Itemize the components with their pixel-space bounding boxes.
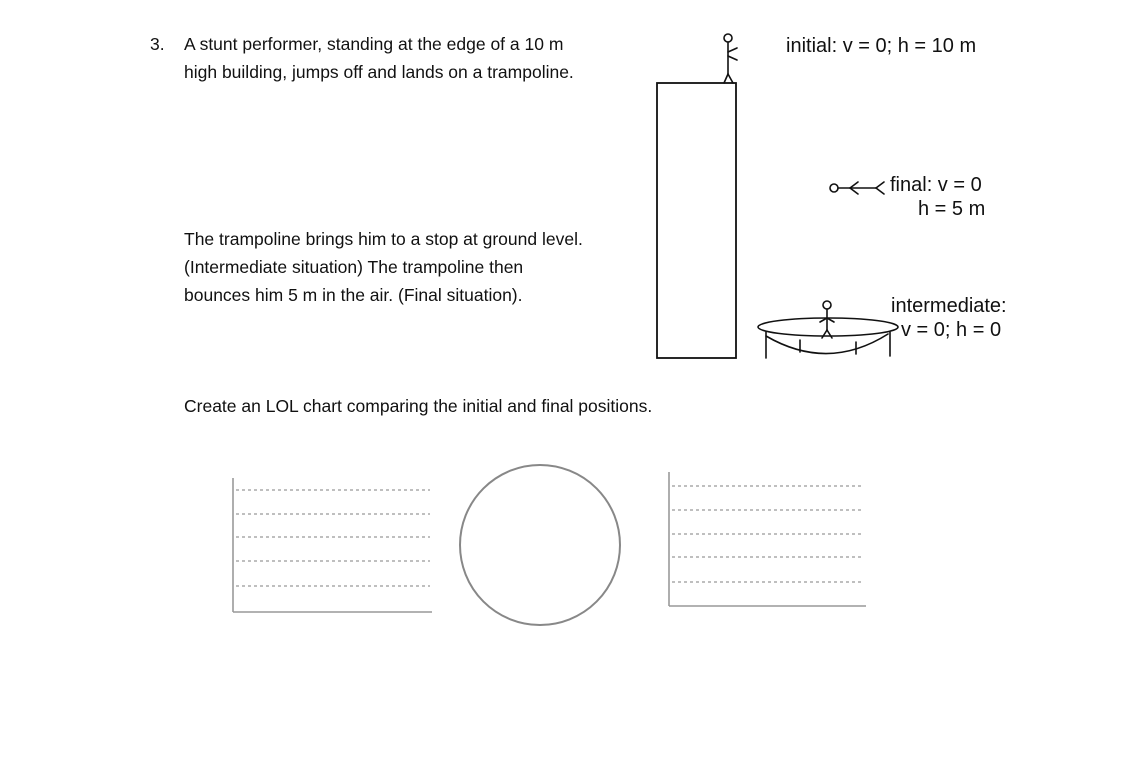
lol-system-circle <box>460 465 620 625</box>
final-label-line-1: final: v = 0 <box>890 174 982 196</box>
intermediate-stick-figure <box>820 301 834 338</box>
intro-line-1: A stunt performer, standing at the edge of a 10 m <box>184 34 564 54</box>
problem-number: 3. <box>150 34 165 54</box>
intermediate-label-line-1: intermediate: <box>891 295 1007 317</box>
initial-stick-figure <box>724 34 737 83</box>
initial-label: initial: v = 0; h = 10 m <box>786 35 977 57</box>
building <box>657 83 736 358</box>
middle-line-1: The trampoline brings him to a stop at ground level. <box>184 229 583 249</box>
middle-line-3: bounces him 5 m in the air. (Final situation). <box>184 285 523 305</box>
lol-right-bar-chart <box>669 472 866 606</box>
trampoline <box>758 318 898 358</box>
final-label-line-2: h = 5 m <box>918 198 986 220</box>
middle-line-2: (Intermediate situation) The trampoline then <box>184 257 524 277</box>
final-stick-figure <box>830 182 884 194</box>
intermediate-label-line-2: v = 0; h = 0 <box>901 319 1002 341</box>
intro-line-2: high building, jumps off and lands on a trampoline. <box>184 62 574 82</box>
lol-left-bar-chart <box>233 478 432 612</box>
task-text: Create an LOL chart comparing the initial and final positions. <box>184 396 653 416</box>
